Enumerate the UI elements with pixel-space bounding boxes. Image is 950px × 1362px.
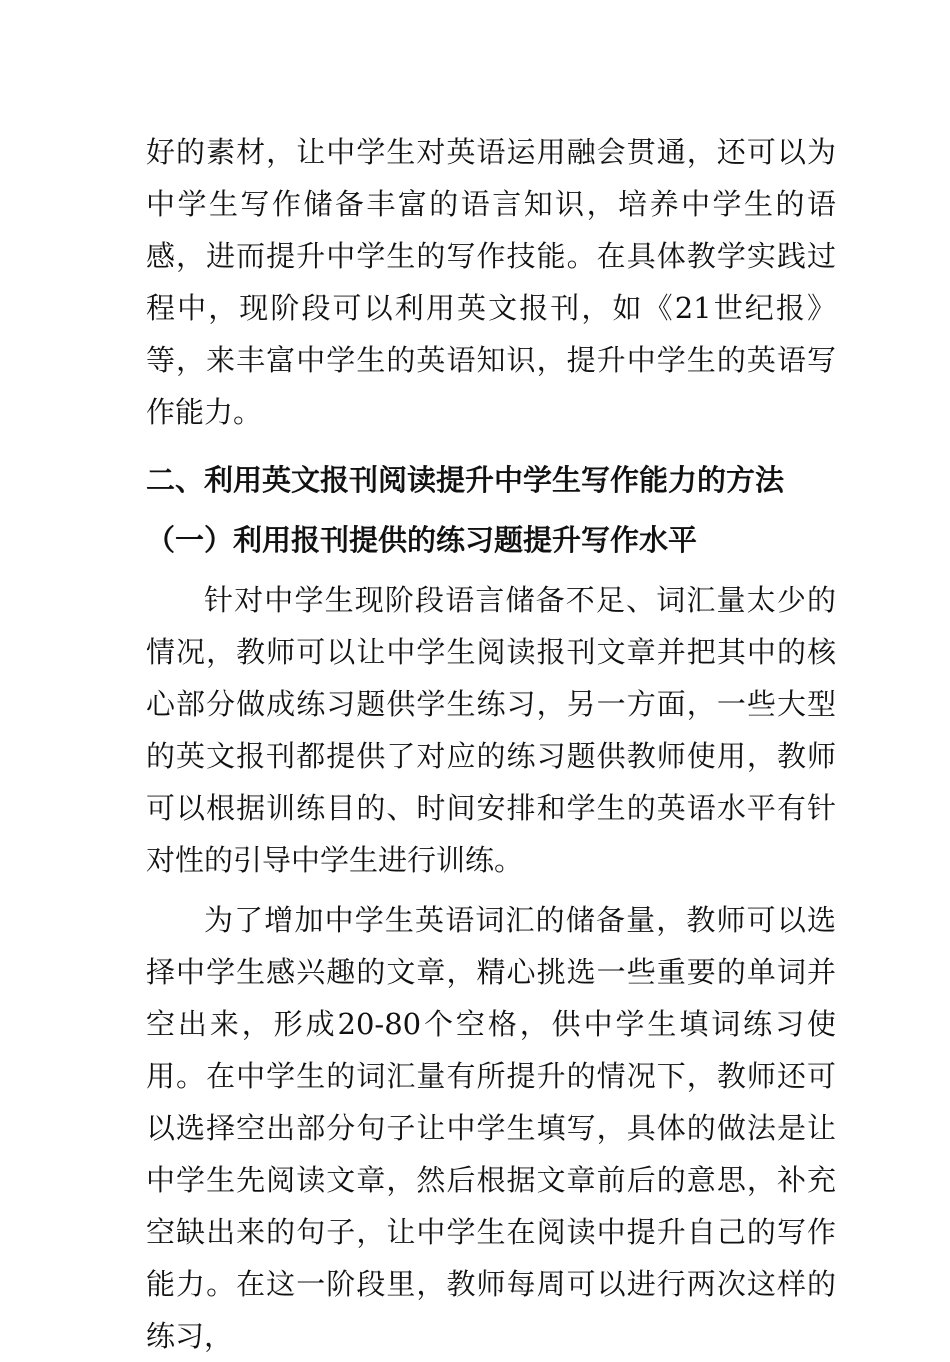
body-paragraph: 好的素材，让中学生对英语运用融会贯通，还可以为中学生写作储备丰富的语言知识，培养中学生的语感，进而提升中学生的写作技能。在具体教学实践过程中，现阶段可以利用英文报刊，如《21世纪报》等，来丰富中学生的英语知识，提升中学生的英语写作能力。 [146, 135, 836, 429]
body-paragraph: 针对中学生现阶段语言储备不足、词汇量太少的情况，教师可以让中学生阅读报刊文章并把其中的核心部分做成练习题供学生练习，另一方面，一些大型的英文报刊都提供了对应的练习题供教师使用，教师可以根据训练目的、时间安排和学生的英语水平有针对性的引导中学生进行训练。 [146, 583, 836, 877]
spacer [146, 566, 836, 574]
section-heading: 二、利用英文报刊阅读提升中学生写作能力的方法 [146, 463, 785, 497]
body-paragraph: 为了增加中学生英语词汇的储备量，教师可以选择中学生感兴趣的文章，精心挑选一些重要的单词并空出来，形成20-80个空格，供中学生填词练习使用。在中学生的词汇量有所提升的情况下，教师还可以选择空出部分句子让中学生填写，具体的做法是让中学生先阅读文章，然后根据文章前后的意思，补充空缺出来的句子，让中学生在阅读中提升自己的写作能力。在这一阶段里，教师每周可以进行两次这样的练习， [146, 903, 836, 1353]
spacer [146, 886, 836, 894]
document-page [146, 126, 836, 1362]
subsection-heading: （一）利用报刊提供的练习题提升写作水平 [146, 523, 698, 557]
spacer [146, 438, 836, 446]
